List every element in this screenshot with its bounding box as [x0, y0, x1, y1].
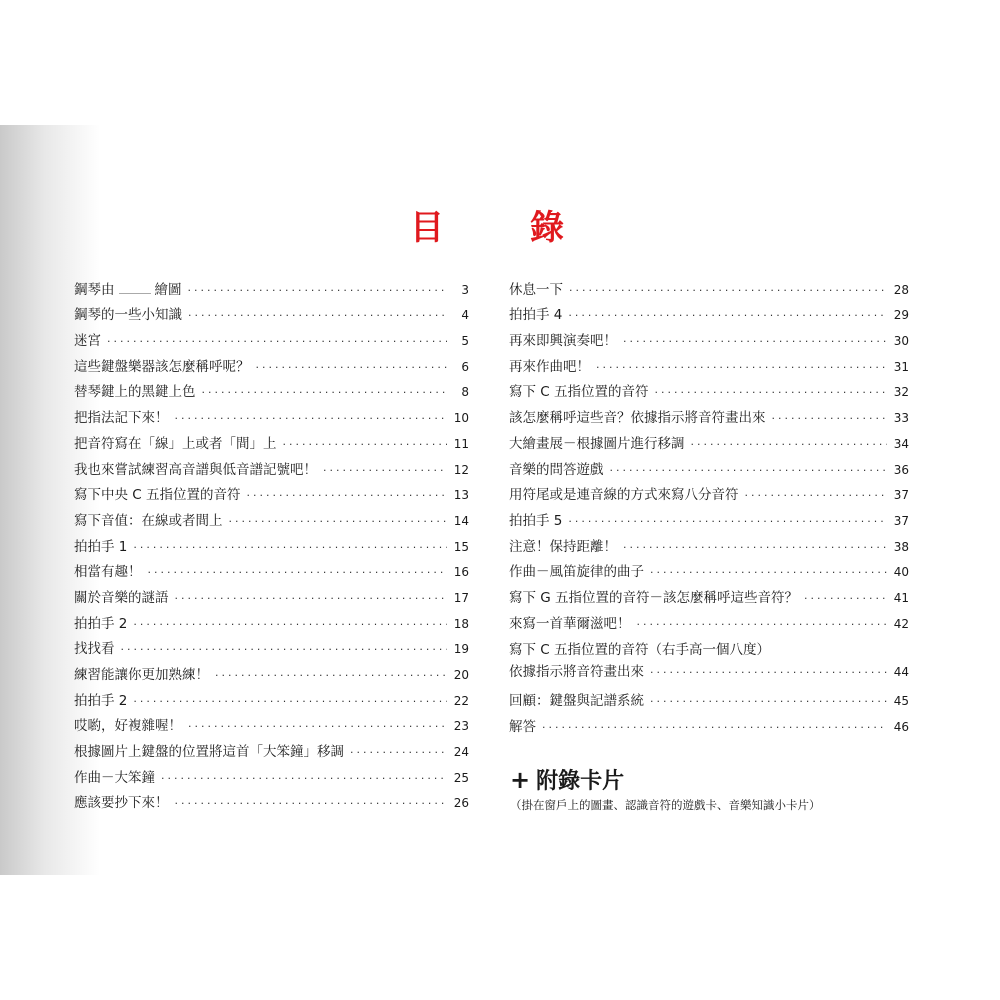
toc-leader-dots: [569, 280, 887, 296]
toc-entry-title: 大繪畫展－根據圖片進行移調: [509, 435, 685, 452]
toc-leader-dots: [133, 614, 447, 630]
toc-entry-page: 30: [893, 334, 909, 349]
toc-entry[interactable]: [74, 478, 469, 504]
toc-entry-title: 作曲－風笛旋律的曲子: [509, 564, 644, 581]
toc-left-column: [74, 272, 469, 811]
toc-leader-dots: [202, 382, 448, 398]
toc-leader-dots: [542, 717, 887, 733]
toc-entry-title: 作曲－大笨鐘: [74, 769, 155, 786]
toc-entry-title: 休息一下: [509, 281, 563, 298]
toc-entry[interactable]: [74, 786, 469, 812]
toc-entry[interactable]: [509, 272, 909, 298]
toc-entry-title: 寫下中央 C 五指位置的音符: [74, 487, 241, 504]
toc-entry-page: 45: [893, 694, 909, 709]
appendix-note: （掛在窗戶上的圖畫、認識音符的遊戲卡、音樂知識小卡片）: [510, 798, 821, 812]
toc-leader-dots: [188, 280, 448, 296]
toc-entry[interactable]: [509, 298, 909, 324]
toc-entry[interactable]: [74, 555, 469, 581]
toc-entry-title: 我也來嘗試練習高音譜與低音譜記號吧！: [74, 461, 317, 478]
toc-entry[interactable]: [74, 580, 469, 606]
toc-entry[interactable]: [74, 734, 469, 760]
toc-entry[interactable]: [74, 400, 469, 426]
toc-entry-page: 40: [893, 565, 909, 580]
toc-entry-page: 3: [461, 282, 469, 297]
toc-entry-title: 把音符寫在「線」上或者「間」上: [74, 435, 277, 452]
toc-entry-title: 用符尾或是連音線的方式來寫八分音符: [509, 487, 739, 504]
toc-entry[interactable]: [509, 400, 909, 426]
toc-entry[interactable]: [74, 272, 469, 298]
toc-entry-title: 解答: [509, 719, 536, 735]
toc-entry-title: 依據指示將音符畫出來: [509, 663, 644, 680]
toc-entry-title: 寫下音值：在線或者間上: [74, 512, 223, 529]
toc-entry-title: 寫下 C 五指位置的音符（右手高一個八度）: [509, 641, 771, 658]
toc-leader-dots: [655, 382, 887, 398]
toc-entry[interactable]: [74, 632, 469, 658]
toc-leader-dots: [596, 357, 887, 373]
toc-leader-dots: [691, 434, 888, 450]
toc-entry[interactable]: [74, 606, 469, 632]
toc-leader-dots: [247, 485, 447, 501]
toc-entry-page: 19: [453, 642, 469, 657]
toc-entry-page: 6: [461, 359, 469, 374]
toc-entry-page: 13: [453, 488, 469, 503]
toc-leader-dots: [107, 331, 447, 347]
toc-entry-title: 再來即興演奏吧！: [509, 333, 617, 350]
toc-entry-page: 28: [893, 282, 909, 297]
toc-entry-page: 23: [453, 719, 469, 734]
toc-entry[interactable]: [509, 709, 909, 735]
toc-entry-title: 哎喲，好複雜喔！: [74, 718, 182, 735]
toc-entry-page: 38: [893, 539, 909, 554]
toc-leader-dots: [323, 460, 447, 476]
toc-entry-page: 33: [893, 411, 909, 426]
toc-leader-dots: [610, 460, 888, 476]
toc-entry[interactable]: [509, 555, 909, 581]
toc-entry[interactable]: [509, 684, 909, 710]
toc-entry[interactable]: [74, 298, 469, 324]
toc-leader-dots: [772, 408, 888, 424]
toc-entry-title: 回顧：鍵盤與記譜系統: [509, 693, 644, 710]
toc-leader-dots: [350, 742, 447, 758]
toc-leader-dots: [650, 691, 887, 707]
toc-entry-title: 寫下 C 五指位置的音符: [509, 384, 649, 401]
toc-entry-title: 拍拍手 5: [509, 512, 563, 529]
toc-entry[interactable]: [509, 503, 909, 529]
toc-entry-title: 再來作曲吧！: [509, 358, 590, 375]
toc-entry-page: 12: [453, 462, 469, 477]
toc-entry-page: 32: [893, 385, 909, 400]
toc-entry-page: 22: [453, 693, 469, 708]
toc-leader-dots: [568, 305, 887, 321]
toc-leader-dots: [650, 562, 887, 578]
toc-entry-page: 5: [461, 334, 469, 349]
toc-leader-dots: [215, 665, 447, 681]
toc-leader-dots: [175, 408, 448, 424]
appendix-heading: 附錄卡片: [536, 769, 625, 794]
toc-entry-page: 14: [453, 513, 469, 528]
toc-entry-title: 這些鍵盤樂器該怎麼稱呼呢？: [74, 358, 250, 375]
toc-leader-dots: [188, 716, 447, 732]
toc-entry-title: 拍拍手 2: [74, 615, 128, 632]
page-title: 目 錄: [410, 208, 590, 248]
plus-icon: +: [510, 766, 531, 794]
toc-entry[interactable]: [74, 709, 469, 735]
toc-entry[interactable]: [509, 529, 909, 555]
toc-entry-title: 寫下 G 五指位置的音符－該怎麼稱呼這些音符？: [509, 589, 799, 606]
toc-entry-page: 18: [453, 616, 469, 631]
toc-entry-page: 16: [453, 565, 469, 580]
toc-entry[interactable]: [509, 636, 909, 680]
toc-entry[interactable]: [509, 452, 909, 478]
toc-leader-dots: [623, 537, 887, 553]
toc-entry-page: 37: [893, 488, 909, 503]
toc-entry-title-part: 鋼琴由: [74, 281, 115, 298]
toc-entry[interactable]: [74, 375, 469, 401]
toc-entry[interactable]: [74, 683, 469, 709]
toc-leader-dots: [650, 662, 887, 678]
toc-entry[interactable]: [74, 323, 469, 349]
toc-leader-dots: [623, 331, 887, 347]
toc-entry-title: 拍拍手 4: [509, 307, 563, 324]
toc-entry[interactable]: [509, 349, 909, 375]
toc-entry-page: 11: [453, 436, 469, 451]
toc-entry-page: 4: [461, 308, 469, 323]
toc-entry[interactable]: [74, 760, 469, 786]
toc-entry-title: 把指法記下來！: [74, 410, 169, 427]
toc-entry-page: 26: [453, 796, 469, 811]
toc-leader-dots: [745, 485, 888, 501]
toc-leader-dots: [229, 511, 448, 527]
toc-entry[interactable]: [509, 478, 909, 504]
toc-leader-dots: [175, 588, 448, 604]
toc-leader-dots: [161, 768, 447, 784]
appendix-section: [510, 764, 821, 813]
toc-entry-title: 迷宮: [74, 333, 101, 350]
toc-entry[interactable]: [74, 529, 469, 555]
toc-right-column: [509, 272, 909, 735]
toc-leader-dots: [568, 511, 887, 527]
toc-entry-title: 音樂的問答遊戲: [509, 461, 604, 478]
toc-entry-page: 24: [453, 745, 469, 760]
toc-entry-title: 拍拍手 2: [74, 692, 128, 709]
toc-entry-page: 17: [453, 590, 469, 605]
toc-entry-page: 42: [893, 616, 909, 631]
toc-entry-title: [74, 282, 182, 298]
toc-entry-title: 鋼琴的一些小知識: [74, 307, 182, 324]
toc-leader-dots: [804, 588, 887, 604]
toc-entry-page: 36: [893, 462, 909, 477]
toc-leader-dots: [133, 691, 447, 707]
toc-entry-page: 46: [893, 720, 909, 734]
toc-leader-dots: [256, 357, 448, 373]
toc-entry-page: 37: [893, 513, 909, 528]
toc-entry-page: 29: [893, 308, 909, 323]
toc-entry-page: 44: [893, 664, 909, 679]
toc-entry-title: 來寫一首華爾滋吧！: [509, 615, 631, 632]
toc-entry-title-part: 繪圖: [154, 281, 182, 298]
toc-entry[interactable]: [509, 426, 909, 452]
toc-entry[interactable]: [509, 323, 909, 349]
toc-entry-title: 關於音樂的謎語: [74, 589, 169, 606]
toc-entry-page: 34: [893, 436, 909, 451]
toc-leader-dots: [121, 639, 448, 655]
toc-leader-dots: [283, 434, 448, 450]
toc-leader-dots: [637, 614, 888, 630]
toc-leader-dots: [148, 562, 448, 578]
toc-entry-page: 31: [893, 359, 909, 374]
toc-entry[interactable]: [74, 426, 469, 452]
toc-entry-page: 20: [453, 668, 469, 682]
blank-line: [119, 291, 151, 294]
toc-entry-title: 拍拍手 1: [74, 538, 128, 555]
toc-entry-title: 注意！保持距離！: [509, 538, 617, 555]
toc-entry-page: 41: [893, 590, 909, 605]
toc-entry[interactable]: [74, 503, 469, 529]
toc-entry[interactable]: [74, 452, 469, 478]
toc-entry-page: 8: [461, 385, 469, 400]
toc-entry-page: 10: [453, 411, 469, 426]
toc-leader-dots: [175, 793, 448, 809]
toc-leader-dots: [133, 537, 447, 553]
toc-entry[interactable]: [74, 349, 469, 375]
toc-leader-dots: [188, 305, 447, 321]
toc-entry-title: 練習能讓你更加熟練！: [74, 667, 209, 683]
toc-entry-title: 相當有趣！: [74, 564, 142, 581]
toc-entry-page: 25: [453, 770, 469, 785]
toc-entry[interactable]: [509, 580, 909, 606]
toc-entry-title: 應該要抄下來！: [74, 795, 169, 812]
toc-entry-title: 該怎麼稱呼這些音？依據指示將音符畫出來: [509, 410, 766, 427]
toc-entry-title: 根據圖片上鍵盤的位置將這首「大笨鐘」移調: [74, 744, 344, 761]
toc-entry-page: 15: [453, 539, 469, 554]
toc-entry-title: 替琴鍵上的黑鍵上色: [74, 384, 196, 401]
toc-entry[interactable]: [509, 606, 909, 632]
toc-entry[interactable]: [509, 375, 909, 401]
toc-entry-title: 找找看: [74, 641, 115, 658]
toc-entry[interactable]: [74, 657, 469, 683]
